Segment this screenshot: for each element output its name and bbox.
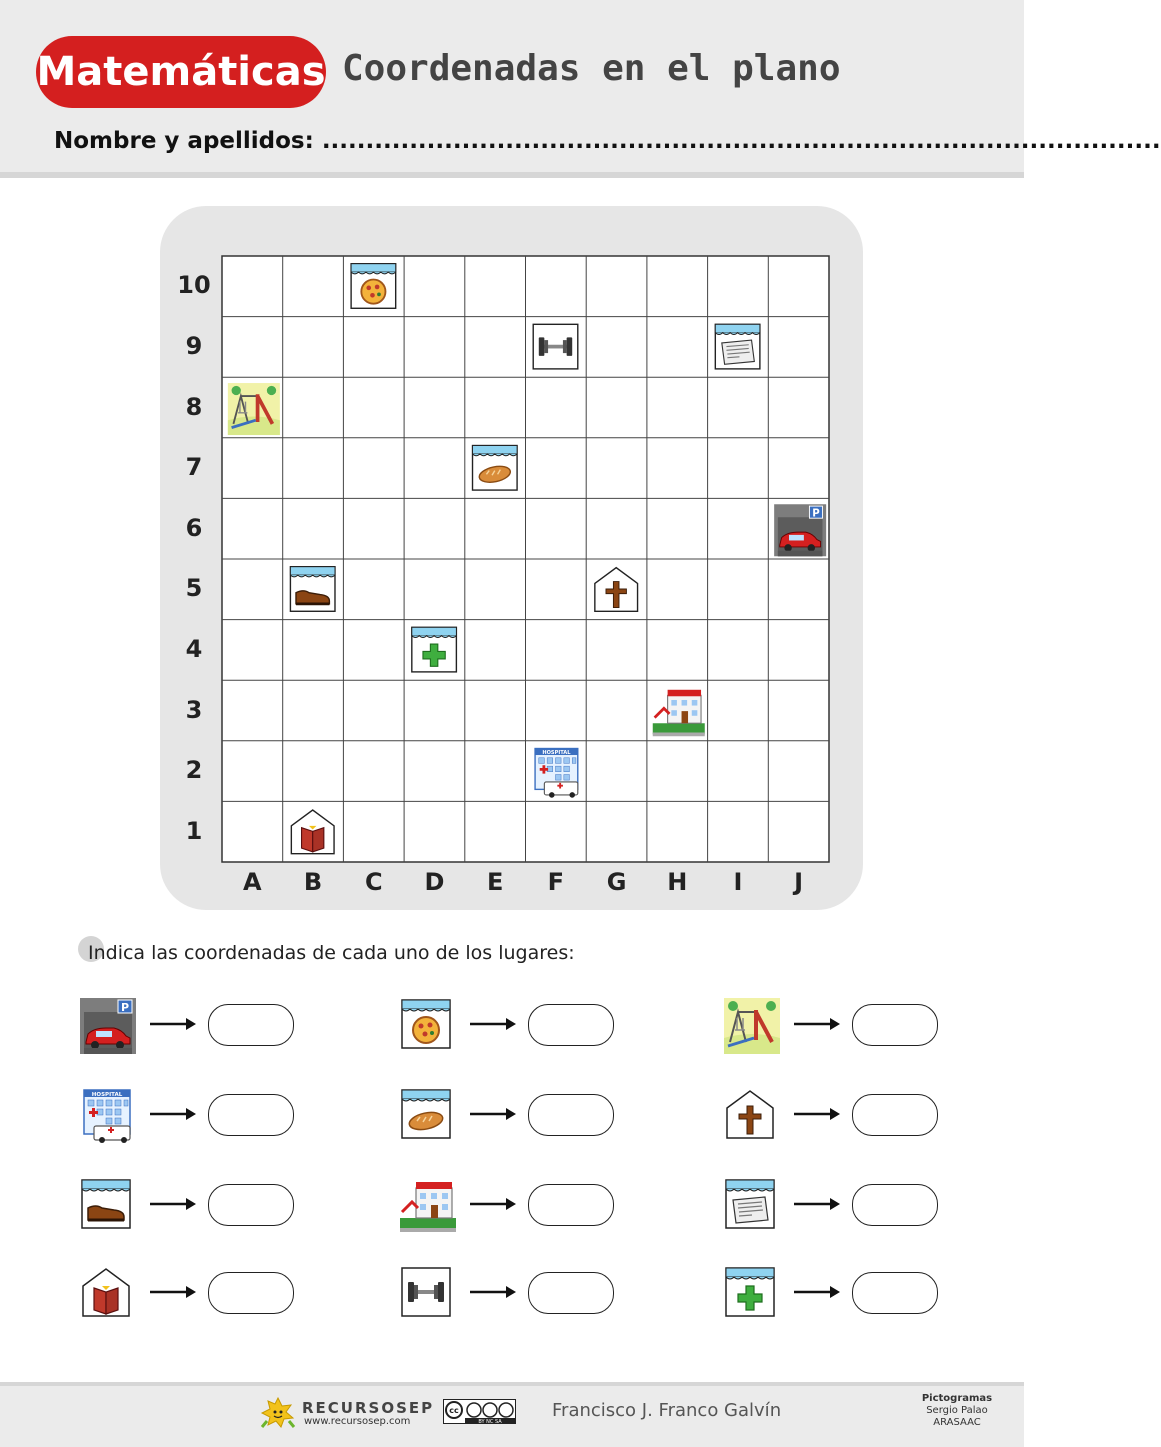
church-icon (722, 1086, 778, 1142)
cc-license-icon (443, 1399, 516, 1424)
column-label: B (303, 868, 323, 896)
column-label: E (486, 868, 504, 896)
brand-url[interactable]: www.recursosep.com (304, 1416, 411, 1427)
parking-icon (774, 504, 826, 556)
pizza-shop-icon (351, 264, 396, 309)
exercise-item (398, 1176, 698, 1246)
svg-text:P: P (812, 508, 820, 520)
license-label: BY NC SA (478, 1419, 502, 1425)
column-label: D (424, 868, 445, 896)
column-label: G (606, 868, 627, 896)
row-label: 2 (185, 756, 203, 785)
exercise-item (722, 1264, 1022, 1334)
exercise-item (398, 996, 698, 1066)
shoe-shop-icon (78, 1176, 134, 1232)
arrow-right-icon (148, 1283, 198, 1301)
playground-icon (722, 996, 778, 1052)
answer-box[interactable] (852, 1184, 938, 1226)
answer-box[interactable] (208, 1094, 294, 1136)
svg-text:HOSPITAL: HOSPITAL (542, 750, 571, 757)
credit-author: Sergio Palao (926, 1405, 988, 1416)
column-label: I (733, 868, 743, 896)
column-label: A (243, 868, 262, 896)
answer-box[interactable] (208, 1272, 294, 1314)
column-label: F (547, 868, 565, 896)
row-label: 7 (185, 453, 203, 482)
arrow-right-icon (792, 1195, 842, 1213)
playground-icon (228, 383, 280, 435)
arrow-right-icon (792, 1015, 842, 1033)
newspaper-shop-icon (722, 1176, 778, 1232)
hospital-icon (78, 1086, 134, 1142)
svg-text:cc: cc (449, 1406, 459, 1415)
bread-shop-icon (473, 446, 518, 491)
exercise-item (398, 1086, 698, 1156)
row-label: 10 (177, 271, 211, 300)
newspaper-shop-icon (715, 324, 760, 369)
answer-box[interactable] (852, 1004, 938, 1046)
school-icon (653, 686, 705, 738)
column-label: C (364, 868, 383, 896)
svg-text:HOSPITAL: HOSPITAL (91, 1092, 123, 1098)
row-label: 6 (185, 513, 203, 542)
row-label: 3 (185, 695, 203, 724)
arrow-right-icon (792, 1283, 842, 1301)
row-label: 8 (185, 392, 203, 421)
page-title: Coordenadas en el plano (342, 48, 841, 89)
answer-box[interactable] (528, 1004, 614, 1046)
row-label: 9 (185, 331, 203, 360)
answer-box[interactable] (528, 1094, 614, 1136)
arrow-right-icon (468, 1195, 518, 1213)
answer-box[interactable] (528, 1184, 614, 1226)
arrow-right-icon (148, 1195, 198, 1213)
exercise-item (722, 1176, 1022, 1246)
column-label: J (794, 868, 804, 896)
dumbbell-icon (533, 324, 578, 369)
pharmacy-icon (412, 627, 457, 672)
arrow-right-icon (468, 1015, 518, 1033)
shoe-shop-icon (290, 567, 335, 612)
coordinate-grid (222, 256, 829, 862)
arrow-right-icon (468, 1105, 518, 1123)
pizza-shop-icon (398, 996, 454, 1052)
pictogram-credit (912, 1393, 1002, 1429)
parking-icon (78, 996, 134, 1052)
library-icon (78, 1264, 134, 1320)
exercise-item (78, 1264, 378, 1334)
arrow-right-icon (468, 1283, 518, 1301)
row-label: 4 (185, 634, 203, 663)
name-field[interactable]: Nombre y apellidos: ................................................................................................ (54, 128, 1161, 154)
row-label: 1 (185, 816, 203, 845)
answer-box[interactable] (528, 1272, 614, 1314)
exercise-item (722, 1086, 1022, 1156)
exercise-item (78, 1086, 378, 1156)
instruction-text: Indica las coordenadas de cada uno de los lugares: (88, 942, 575, 964)
row-label: 5 (185, 574, 203, 603)
exercise-item (398, 1264, 698, 1334)
credit-title: Pictogramas (921, 1393, 993, 1404)
bread-shop-icon (398, 1086, 454, 1142)
arrow-right-icon (148, 1105, 198, 1123)
hospital-icon (531, 747, 583, 799)
column-label: H (667, 868, 688, 896)
exercise-item (722, 996, 1022, 1066)
answer-box[interactable] (208, 1004, 294, 1046)
credit-source: ARASAAC (933, 1417, 981, 1428)
subject-badge: Matemáticas (36, 36, 326, 108)
pharmacy-icon (722, 1264, 778, 1320)
exercise-item (78, 996, 378, 1066)
recursosep-logo-icon (258, 1395, 298, 1429)
brand-name: RECURSOSEP (302, 1399, 435, 1417)
school-icon (398, 1176, 454, 1232)
answer-box[interactable] (208, 1184, 294, 1226)
author-name: Francisco J. Franco Galvín (552, 1400, 782, 1421)
arrow-right-icon (792, 1105, 842, 1123)
exercise-item (78, 1176, 378, 1246)
svg-text:P: P (120, 1001, 130, 1014)
answer-box[interactable] (852, 1272, 938, 1314)
answer-box[interactable] (852, 1094, 938, 1136)
dumbbell-icon (398, 1264, 454, 1320)
arrow-right-icon (148, 1015, 198, 1033)
